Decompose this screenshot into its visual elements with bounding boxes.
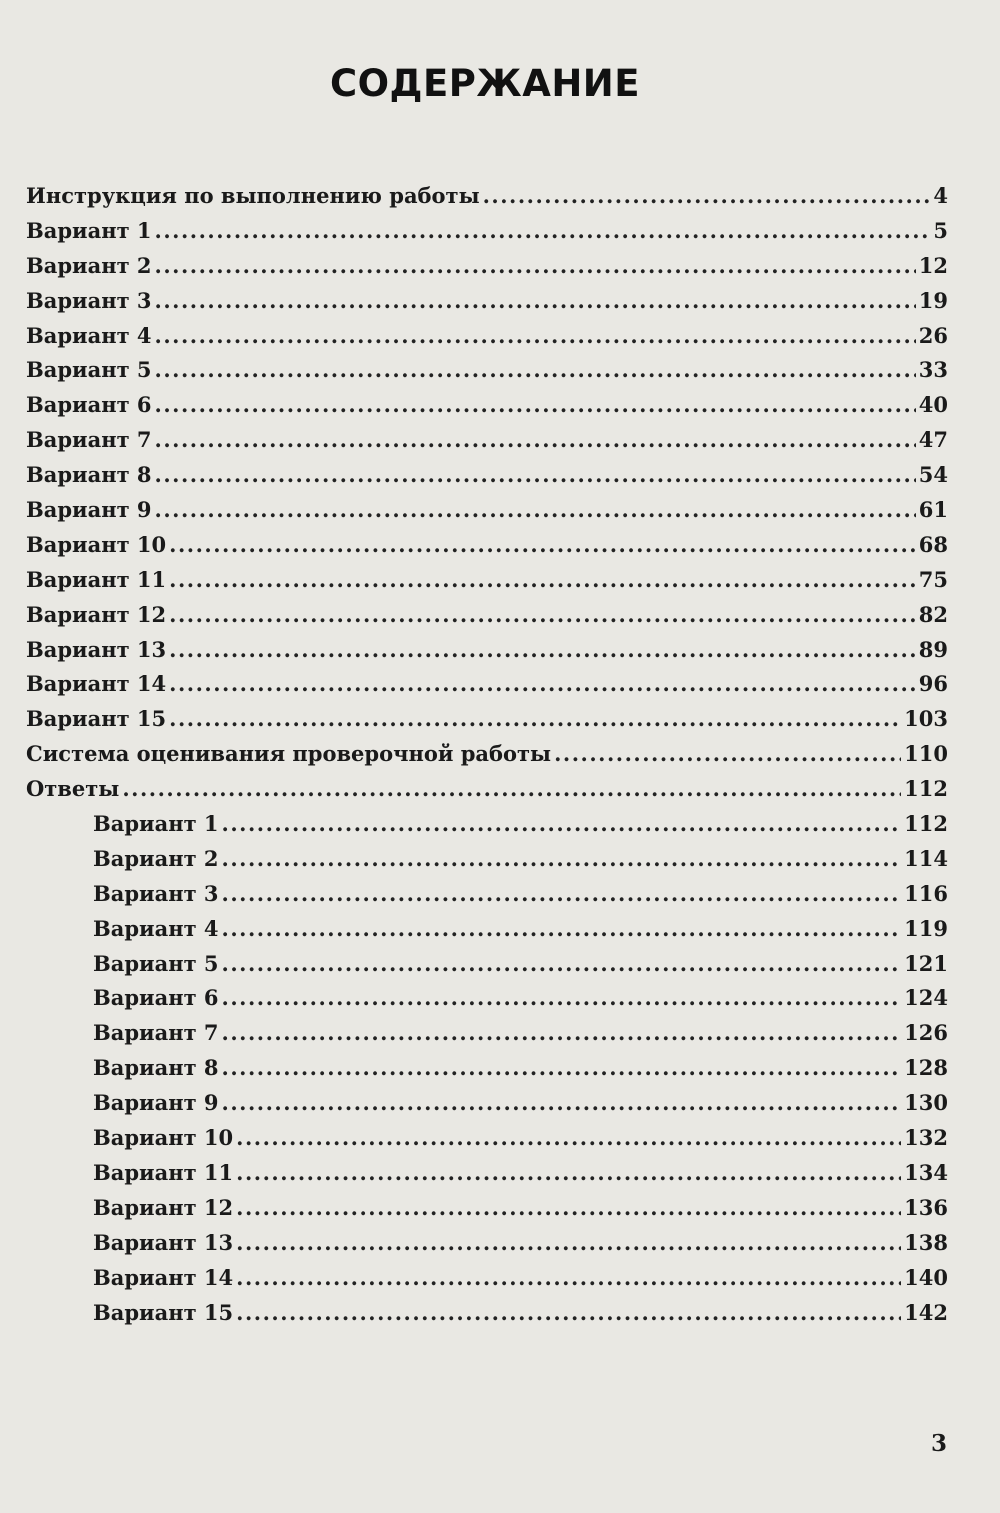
- table-of-contents: [26, 183, 948, 1334]
- toc-entry-label: Вариант 15: [93, 1299, 234, 1325]
- toc-answer-variant-9[interactable]: [26, 1090, 948, 1125]
- toc-entry-page: 5: [933, 217, 948, 243]
- toc-answer-variant-11[interactable]: [26, 1160, 948, 1195]
- toc-entry-label: Вариант 10: [26, 531, 167, 557]
- dot-leader: [155, 218, 931, 243]
- dot-leader: [169, 637, 916, 662]
- dot-leader: [222, 881, 902, 906]
- toc-entry-label: Вариант 12: [93, 1194, 234, 1220]
- toc-entry-variant-5[interactable]: [26, 357, 948, 392]
- dot-leader: [222, 916, 902, 941]
- toc-entry-label: Вариант 5: [26, 357, 152, 383]
- toc-entry-label: Вариант 7: [26, 427, 152, 453]
- toc-entry-answers[interactable]: [26, 776, 948, 811]
- dot-leader: [236, 1265, 901, 1290]
- toc-entry-label: Вариант 9: [93, 1090, 219, 1116]
- dot-leader: [222, 1055, 902, 1080]
- toc-entry-label: Вариант 11: [93, 1159, 234, 1185]
- toc-entry-page: 114: [904, 845, 948, 871]
- page-number: 3: [930, 1430, 947, 1457]
- toc-entry-label: Система оценивания проверочной работы: [26, 741, 552, 767]
- toc-entry-page: 61: [918, 497, 948, 523]
- toc-entry-variant-1[interactable]: [26, 218, 948, 253]
- toc-entry-label: Вариант 2: [93, 845, 219, 871]
- toc-entry-variant-11[interactable]: [26, 567, 948, 602]
- toc-entry-page: 26: [918, 322, 948, 348]
- page-title: СОДЕРЖАНИЕ: [329, 62, 641, 105]
- toc-entry-page: 116: [904, 880, 948, 906]
- toc-entry-grading-system[interactable]: [26, 741, 948, 776]
- toc-entry-variant-4[interactable]: [26, 323, 948, 358]
- dot-leader: [236, 1160, 901, 1185]
- toc-entry-page: 47: [918, 427, 948, 453]
- dot-leader: [155, 357, 916, 382]
- toc-answer-variant-14[interactable]: [26, 1265, 948, 1300]
- dot-leader: [236, 1125, 901, 1150]
- toc-entry-label: Вариант 4: [26, 322, 152, 348]
- toc-entry-variant-9[interactable]: [26, 497, 948, 532]
- toc-entry-label: Вариант 15: [26, 706, 167, 732]
- toc-entry-label: Вариант 1: [26, 217, 152, 243]
- toc-entry-page: 126: [904, 1020, 948, 1046]
- dot-leader: [122, 776, 901, 801]
- toc-entry-page: 19: [918, 287, 948, 313]
- toc-entry-variant-14[interactable]: [26, 671, 948, 706]
- dot-leader: [236, 1300, 901, 1325]
- toc-answer-variant-3[interactable]: [26, 881, 948, 916]
- toc-answer-variant-8[interactable]: [26, 1055, 948, 1090]
- toc-entry-label: Вариант 9: [26, 497, 152, 523]
- dot-leader: [236, 1230, 901, 1255]
- toc-entry-label: Вариант 7: [93, 1020, 219, 1046]
- dot-leader: [169, 567, 916, 592]
- toc-entry-label: Вариант 8: [26, 462, 152, 488]
- dot-leader: [222, 1020, 902, 1045]
- toc-entry-page: 54: [918, 462, 948, 488]
- toc-answer-variant-6[interactable]: [26, 985, 948, 1020]
- toc-entry-page: 138: [904, 1229, 948, 1255]
- toc-answer-variant-4[interactable]: [26, 916, 948, 951]
- toc-entry-page: 130: [904, 1090, 948, 1116]
- dot-leader: [155, 462, 916, 487]
- dot-leader: [222, 1090, 902, 1115]
- dot-leader: [155, 392, 916, 417]
- toc-entry-variant-12[interactable]: [26, 602, 948, 637]
- toc-entry-label: Вариант 1: [93, 811, 219, 837]
- toc-entry-page: 40: [918, 392, 948, 418]
- dot-leader: [169, 532, 916, 557]
- toc-entry-label: Вариант 10: [93, 1125, 234, 1151]
- toc-entry-label: Вариант 5: [93, 950, 219, 976]
- toc-entry-variant-8[interactable]: [26, 462, 948, 497]
- toc-entry-page: 112: [904, 811, 948, 837]
- toc-entry-page: 112: [904, 776, 948, 802]
- toc-entry-label: Вариант 14: [93, 1264, 234, 1290]
- toc-entry-page: 119: [904, 915, 948, 941]
- dot-leader: [483, 183, 931, 208]
- toc-entry-page: 121: [904, 950, 948, 976]
- toc-entry-label: Вариант 13: [93, 1229, 234, 1255]
- toc-entry-page: 12: [918, 252, 948, 278]
- toc-entry-page: 33: [918, 357, 948, 383]
- toc-entry-label: Вариант 3: [26, 287, 152, 313]
- toc-entry-variant-10[interactable]: [26, 532, 948, 567]
- dot-leader: [222, 846, 902, 871]
- toc-entry-variant-7[interactable]: [26, 427, 948, 462]
- dot-leader: [155, 253, 916, 278]
- toc-entry-label: Вариант 6: [93, 985, 219, 1011]
- dot-leader: [222, 951, 902, 976]
- toc-entry-label: Вариант 3: [93, 880, 219, 906]
- toc-answer-variant-10[interactable]: [26, 1125, 948, 1160]
- toc-entry-page: 68: [918, 531, 948, 557]
- toc-entry-page: 4: [933, 183, 948, 208]
- toc-answer-variant-2[interactable]: [26, 846, 948, 881]
- toc-entry-page: 134: [904, 1159, 948, 1185]
- toc-answer-variant-7[interactable]: [26, 1020, 948, 1055]
- toc-entry-variant-15[interactable]: [26, 706, 948, 741]
- toc-entry-page: 132: [904, 1125, 948, 1151]
- toc-answer-variant-12[interactable]: [26, 1195, 948, 1230]
- toc-entry-page: 136: [904, 1194, 948, 1220]
- toc-answer-variant-13[interactable]: [26, 1230, 948, 1265]
- dot-leader: [155, 497, 916, 522]
- toc-entry-label: Вариант 2: [26, 252, 152, 278]
- toc-entry-label: Вариант 14: [26, 671, 167, 697]
- toc-entry-label: Вариант 6: [26, 392, 152, 418]
- toc-entry-variant-2[interactable]: [26, 253, 948, 288]
- toc-entry-label: Вариант 11: [26, 566, 167, 592]
- toc-entry-page: 82: [918, 601, 948, 627]
- toc-answer-variant-1[interactable]: [26, 811, 948, 846]
- dot-leader: [236, 1195, 901, 1220]
- toc-entry-page: 89: [918, 636, 948, 662]
- toc-entry-label: Вариант 13: [26, 636, 167, 662]
- toc-entry-label: Вариант 4: [93, 915, 219, 941]
- dot-leader: [169, 671, 916, 696]
- dot-leader: [155, 288, 916, 313]
- toc-entry-page: 124: [904, 985, 948, 1011]
- dot-leader: [554, 741, 901, 766]
- toc-answer-variant-5[interactable]: [26, 951, 948, 986]
- dot-leader: [155, 323, 916, 348]
- toc-entry-label: Ответы: [26, 776, 120, 802]
- toc-entry-page: 110: [904, 741, 948, 767]
- dot-leader: [222, 985, 902, 1010]
- toc-entry-page: 75: [918, 566, 948, 592]
- toc-entry-label: Инструкция по выполнению работы: [26, 183, 480, 208]
- toc-entry-page: 142: [904, 1299, 948, 1325]
- toc-entry-label: Вариант 12: [26, 601, 167, 627]
- toc-entry-page: 140: [904, 1264, 948, 1290]
- toc-entry-variant-13[interactable]: [26, 637, 948, 672]
- toc-answer-variant-15[interactable]: [26, 1300, 948, 1335]
- toc-entry-instructions[interactable]: [26, 183, 948, 218]
- toc-entry-variant-6[interactable]: [26, 392, 948, 427]
- dot-leader: [169, 602, 916, 627]
- toc-entry-label: Вариант 8: [93, 1055, 219, 1081]
- dot-leader: [155, 427, 916, 452]
- toc-entry-page: 103: [904, 706, 948, 732]
- toc-entry-variant-3[interactable]: [26, 288, 948, 323]
- toc-entry-page: 96: [918, 671, 948, 697]
- dot-leader: [222, 811, 902, 836]
- toc-entry-page: 128: [904, 1055, 948, 1081]
- dot-leader: [169, 706, 901, 731]
